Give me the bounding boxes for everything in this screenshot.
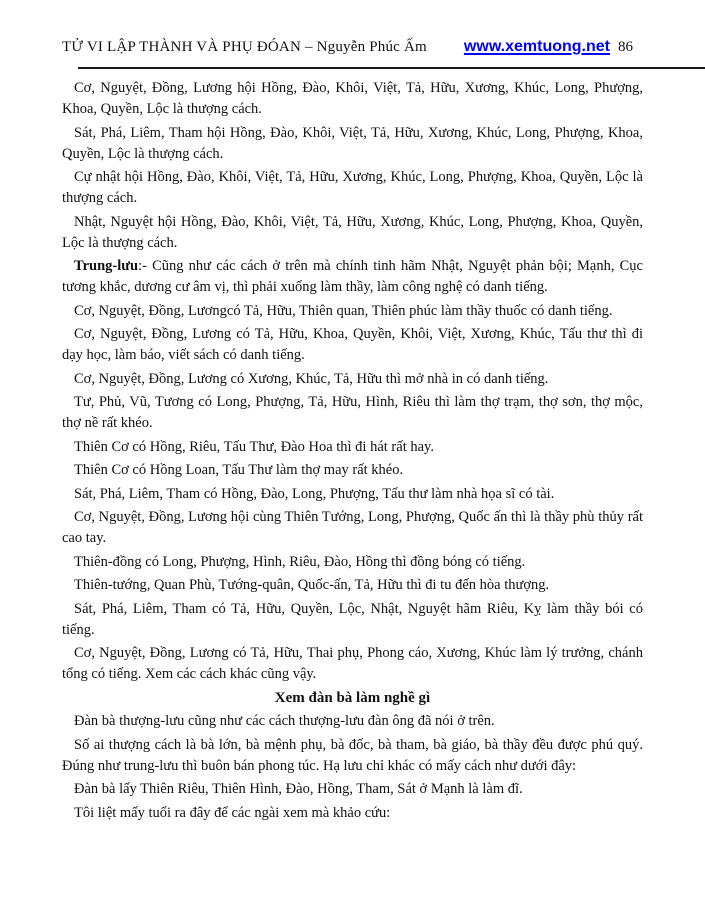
- paragraph: Cơ, Nguyệt, Đồng, Lương có Tả, Hữu, Khoa, Quyền, Khôi, Việt, Xương, Khúc, Tấu thư thì đi dạy học, làm báo, viết sách có danh tiếng.: [62, 326, 643, 363]
- paragraph-trung-luu: [62, 256, 643, 298]
- paragraph-text: :- Cũng như các cách ở trên mà chính tinh hãm Nhật, Nguyệt phản bội; Mạnh, Cục tương khắc, dương cư âm vị, thì phải xuống làm thầy, làm công nghệ có danh tiếng.: [62, 258, 643, 295]
- paragraph: Cơ, Nguyệt, Đồng, Lươngcó Tả, Hữu, Thiên quan, Thiên phúc làm thầy thuốc có danh tiếng.: [74, 302, 613, 319]
- paragraph: Đàn bà thượng-lưu cũng như các cách thượng-lưu đàn ông đã nói ở trên.: [74, 713, 495, 729]
- paragraph: Thiên Cơ có Hồng Loan, Tấu Thư làm thợ may rất khéo.: [74, 462, 404, 478]
- paragraph: Cơ, Nguyệt, Đồng, Lương có Xương, Khúc, Tả, Hữu thì mở nhà in có danh tiếng.: [74, 370, 549, 387]
- paragraph: Cơ, Nguyệt, Đồng, Lương hội Hồng, Đào, Khôi, Việt, Tả, Hữu, Xương, Khúc, Long, Phượng, Khoa, Quyền, Lộc là thượng cách.: [62, 80, 643, 117]
- page-header: [0, 0, 705, 56]
- section-heading: Xem đàn bà làm nghề gì: [274, 689, 431, 706]
- website-link[interactable]: www.xemtuong.net: [463, 38, 610, 55]
- paragraph: Cự nhật hội Hồng, Đào, Khôi, Việt, Tả, Hữu, Xương, Khúc, Long, Phượng, Khoa, Quyền, Lộc là thượng cách.: [62, 169, 643, 206]
- page-number: 86: [618, 39, 633, 55]
- book-title: TỬ VI LẬP THÀNH VÀ PHỤ ĐÓAN – Nguyễn Phúc Ấm: [62, 39, 427, 55]
- paragraph: Số ai thượng cách là bà lớn, bà mệnh phụ, bà đốc, bà tham, bà giáo, bà thầy đều được phú quý. Đúng như trung-lưu thì buôn bán phong túc. Hạ lưu chỉ khác có mấy cách như dưới đây:: [62, 736, 643, 774]
- paragraph: Nhật, Nguyệt hội Hồng, Đào, Khôi, Việt, Tả, Hữu, Xương, Khúc, Long, Phượng, Khoa, Quyền, Lộc là thượng cách.: [62, 213, 643, 251]
- paragraph: Thiên-tướng, Quan Phù, Tướng-quân, Quốc-ấn, Tả, Hữu thì đi tu đến hòa thượng.: [74, 577, 550, 593]
- paragraph: Cơ, Nguyệt, Đồng, Lương có Tả, Hữu, Thai phụ, Phong cáo, Xương, Khúc làm lý trưởng, chánh tổng có tiếng. Xem các cách khác cũng vậy.: [62, 645, 643, 682]
- paragraph: Cơ, Nguyệt, Đồng, Lương hội cùng Thiên Tướng, Long, Phượng, Quốc ấn thì là thầy phù thủy rất cao tay.: [62, 509, 643, 546]
- paragraph: Thiên Cơ có Hồng, Riêu, Tấu Thư, Đào Hoa thì đi hát rất hay.: [74, 438, 434, 455]
- header-right: [464, 38, 633, 56]
- paragraph: Tư, Phủ, Vũ, Tương có Long, Phượng, Tả, Hữu, Hình, Riêu thì làm thợ trạm, thợ sơn, thợ mộc, thợ nề rất khéo.: [62, 394, 643, 431]
- paragraph-lead: Trung-lưu: [74, 258, 139, 274]
- paragraph: Tôi liệt mấy tuổi ra đây để các ngài xem mà khảo cứu:: [74, 804, 391, 821]
- page-body: [0, 69, 705, 824]
- paragraph: Sát, Phá, Liêm, Tham có Tả, Hữu, Quyền, Lộc, Nhật, Nguyệt hãm Riêu, Kỵ làm thầy bói có tiếng.: [62, 600, 643, 638]
- paragraph: Sát, Phá, Liêm, Tham có Hồng, Đào, Long, Phượng, Tấu thư làm nhà họa sĩ có tài.: [74, 485, 555, 502]
- paragraph: Đàn bà lấy Thiên Riêu, Thiên Hình, Đào, Hồng, Tham, Sát ở Mạnh là làm đĩ.: [74, 781, 523, 797]
- paragraph: Sát, Phá, Liêm, Tham hội Hồng, Đào, Khôi, Việt, Tả, Hữu, Xương, Khúc, Long, Phượng, Khoa, Quyền, Lộc là thượng cách.: [62, 124, 643, 162]
- paragraph: Thiên-đồng có Long, Phượng, Hình, Riêu, Đào, Hồng thì đồng bóng có tiếng.: [74, 553, 526, 570]
